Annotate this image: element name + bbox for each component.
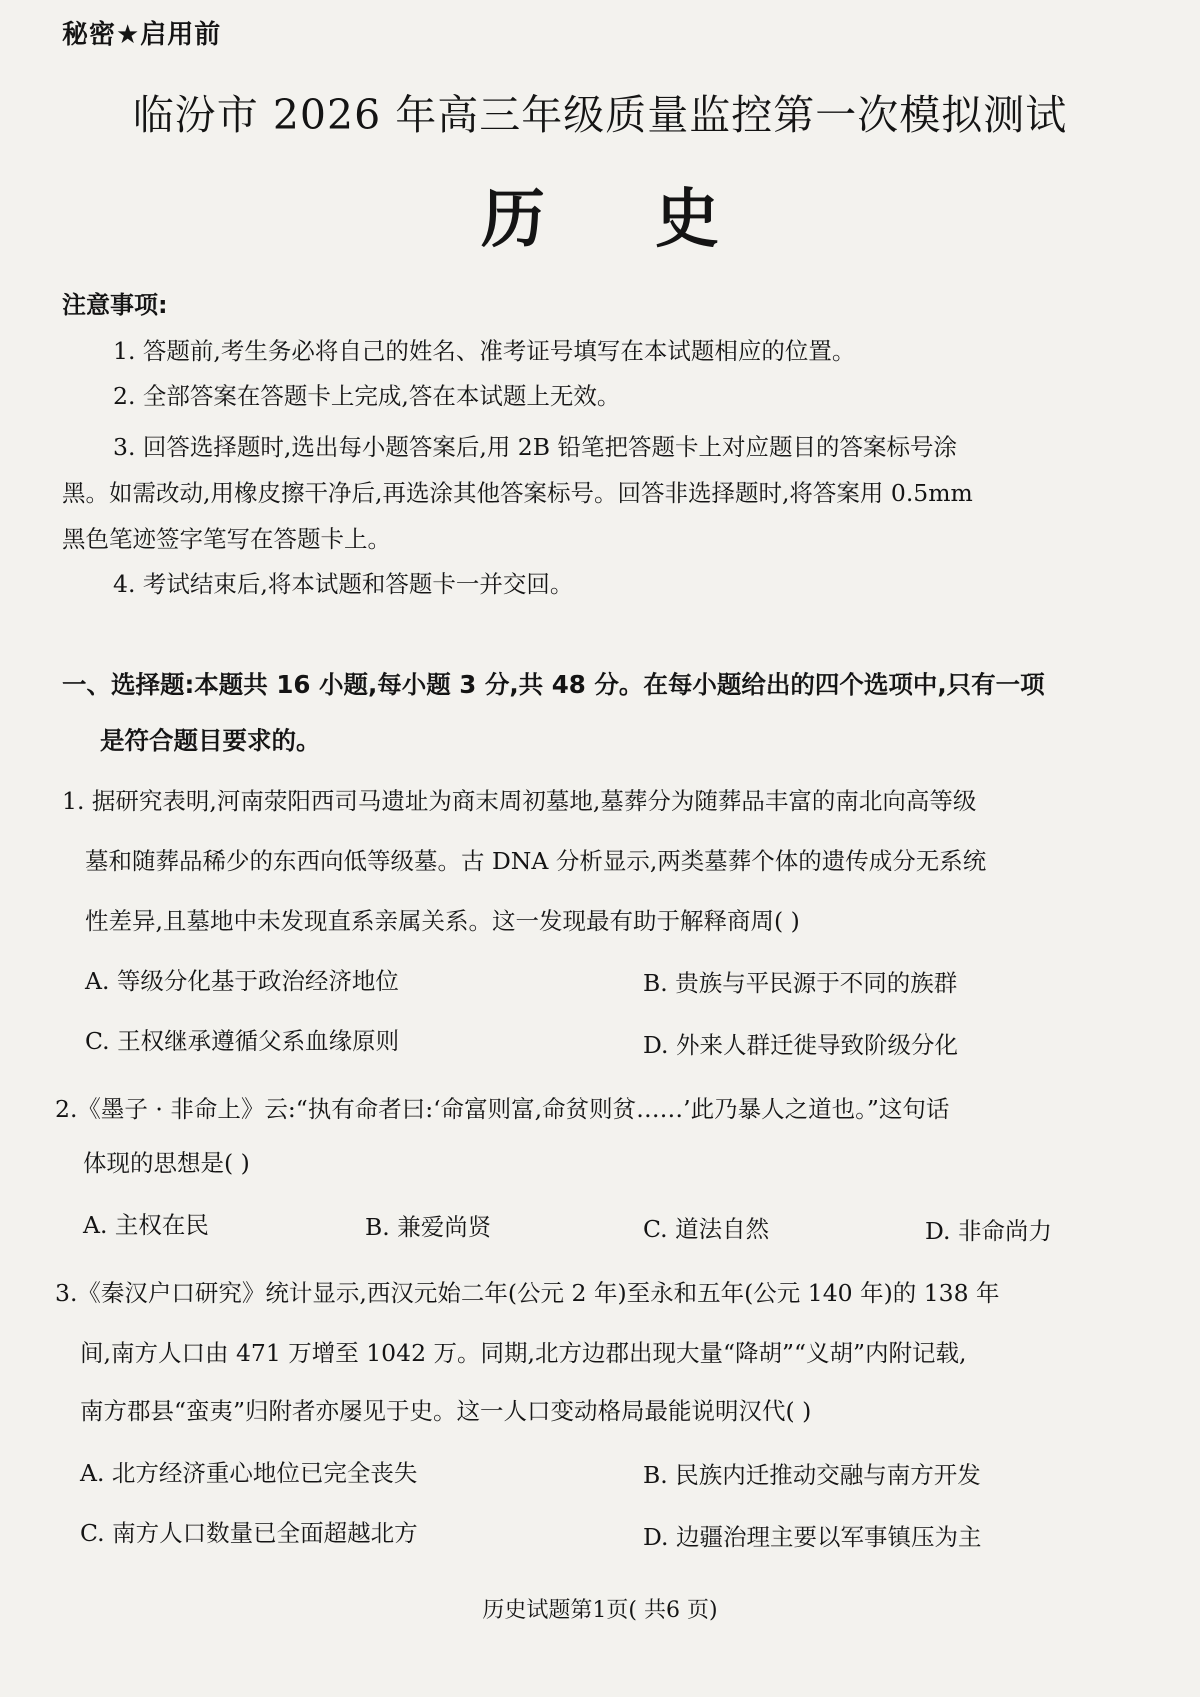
notes-item-1: 1. 答题前,考生务必将自己的姓名、准考证号填写在本试题相应的位置。 bbox=[113, 337, 856, 365]
section-heading: 一、选择题:本题共 16 小题,每小题 3 分,共 48 分。在每小题给出的四个选项中,只有一项 bbox=[62, 670, 1045, 699]
notes-item-3: 3. 回答选择题时,选出每小题答案后,用 2B 铅笔把答题卡上对应题目的答案标号涂 bbox=[113, 433, 957, 461]
notes-item-4: 4. 考试结束后,将本试题和答题卡一并交回。 bbox=[113, 570, 574, 598]
question-1-option-b: B. 贵族与平民源于不同的族群 bbox=[643, 969, 958, 997]
section-heading-cont: 是符合题目要求的。 bbox=[100, 726, 321, 755]
question-3-stem-cont-2: 南方郡县“蛮夷”归附者亦屡见于史。这一人口变动格局最能说明汉代( ) bbox=[80, 1397, 812, 1425]
question-1-stem: 1. 据研究表明,河南荥阳西司马遗址为商末周初墓地,墓葬分为随葬品丰富的南北向高等级 bbox=[62, 787, 977, 815]
question-3-option-b: B. 民族内迁推动交融与南方开发 bbox=[643, 1461, 981, 1489]
notes-heading: 注意事项: bbox=[62, 291, 168, 319]
question-3-option-c: C. 南方人口数量已全面超越北方 bbox=[80, 1519, 418, 1547]
question-3-stem: 3.《秦汉户口研究》统计显示,西汉元始二年(公元 2 年)至永和五年(公元 140 年)的 138 年 bbox=[55, 1279, 1000, 1307]
question-2-stem: 2.《墨子 · 非命上》云:“执有命者曰:‘命富则富,命贫则贫……’此乃暴人之道也。”这句话 bbox=[55, 1095, 950, 1123]
question-3-stem-cont-1: 间,南方人口由 471 万增至 1042 万。同期,北方边郡出现大量“降胡”“义胡”内附记载, bbox=[80, 1339, 967, 1367]
question-1-option-c: C. 王权继承遵循父系血缘原则 bbox=[85, 1027, 400, 1055]
question-1-option-d: D. 外来人群迁徙导致阶级分化 bbox=[643, 1031, 958, 1059]
exam-title: 临汾市 2026 年高三年级质量监控第一次模拟测试 bbox=[132, 91, 1068, 139]
question-2-option-d: D. 非命尚力 bbox=[925, 1217, 1052, 1245]
notes-item-2: 2. 全部答案在答题卡上完成,答在本试题上无效。 bbox=[113, 382, 621, 410]
question-1-stem-cont-1: 墓和随葬品稀少的东西向低等级墓。古 DNA 分析显示,两类墓葬个体的遗传成分无系统 bbox=[85, 847, 987, 875]
notes-item-3-cont-2: 黑色笔迹签字笔写在答题卡上。 bbox=[62, 525, 391, 553]
question-2-option-b: B. 兼爱尚贤 bbox=[365, 1213, 492, 1241]
question-2-stem-cont: 体现的思想是( ) bbox=[83, 1149, 250, 1177]
subject-title: 历史 bbox=[481, 183, 829, 257]
question-1-stem-cont-2: 性差异,且墓地中未发现直系亲属关系。这一发现最有助于解释商周( ) bbox=[85, 907, 800, 935]
notes-item-3-cont-1: 黑。如需改动,用橡皮擦干净后,再选涂其他答案标号。回答非选择题时,将答案用 0.5mm bbox=[62, 479, 973, 507]
question-2-option-a: A. 主权在民 bbox=[83, 1211, 209, 1239]
question-3-option-d: D. 边疆治理主要以军事镇压为主 bbox=[643, 1523, 982, 1551]
question-3-option-a: A. 北方经济重心地位已完全丧失 bbox=[80, 1459, 418, 1487]
question-1-option-a: A. 等级分化基于政治经济地位 bbox=[85, 967, 399, 995]
question-2-option-c: C. 道法自然 bbox=[643, 1215, 770, 1243]
secret-label: 秘密★启用前 bbox=[62, 20, 222, 50]
page-footer: 历史试题第1页( 共6 页) bbox=[482, 1598, 718, 1623]
